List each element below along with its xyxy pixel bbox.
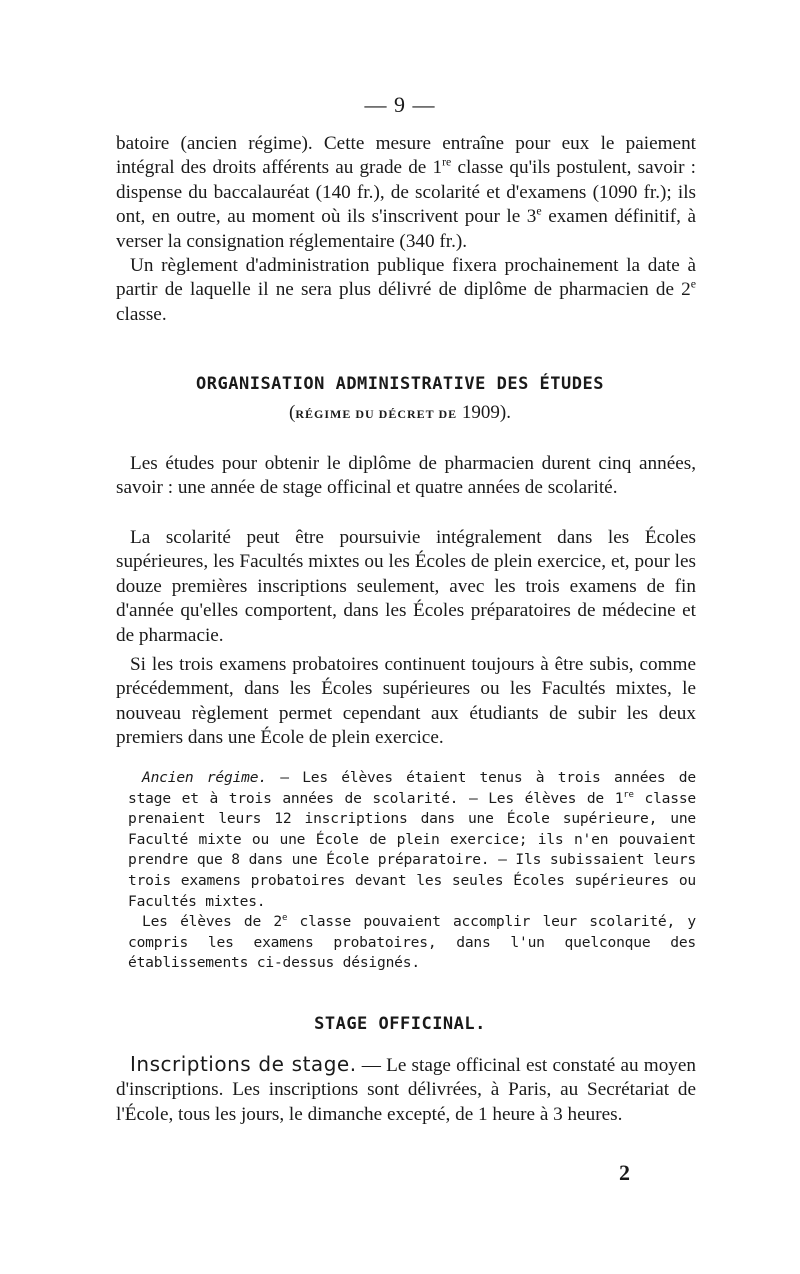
inscriptions-runin: Inscriptions de stage.	[130, 1052, 357, 1076]
para2-line: pharmacien de 2	[559, 279, 691, 301]
signature-mark: 2	[619, 1160, 630, 1185]
para2-line: Un règlement d'administration publique fixera prochainement la	[130, 255, 641, 276]
superscript: re	[623, 789, 634, 800]
intro-line: classe qu'ils postulent,	[451, 157, 632, 179]
superscript: e	[690, 277, 697, 292]
intro-line: intégral des droits afférents au grade de 1	[116, 157, 443, 179]
schooling-paragraph: La scolarité peut être poursuivie intégralement dans les Écoles supérieures, les Facultés mixtes ou les Écoles de plein exercice, et, pour les douze premières inscriptions seulement, avec les trois examens de fin d'année qu'elles comportent, dans les Écoles préparatoires de médecine et de pharmacie.	[116, 527, 696, 646]
superscript: re	[442, 155, 452, 170]
intro-line: examen définitif, à verser la consignation réglementaire (340 fr.).	[116, 206, 697, 252]
subheading-open: (	[289, 402, 296, 423]
studies-duration-paragraph: Les études pour obtenir le diplôme de pharmacien durent cinq années, savoir : une année de stage officinal et quatre années de scolarité.	[116, 453, 696, 499]
intro-line: batoire (ancien régime). Cette mesure entraîne pour eux le paiement	[116, 133, 696, 154]
intro-line: savoir : dispense du baccalauréat (140 fr.), de scolarité et d'examens	[116, 157, 696, 203]
superscript: e	[281, 913, 288, 924]
para2-line: classe.	[116, 303, 167, 325]
second-class-text-1: Les élèves de 2	[142, 913, 282, 930]
inscriptions-paragraph	[116, 1052, 696, 1127]
intro-line: 3	[526, 206, 537, 228]
section-heading-stage: STAGE OFFICINAL.	[314, 1014, 486, 1034]
page-number: — 9 —	[364, 92, 436, 117]
second-class-text-2: classe pouvaient accomplir leur scolarité, y compris les examens probatoires, dans l'un quelconque des établissements ci-dessus désignés.	[128, 913, 696, 972]
superscript: e	[536, 203, 542, 218]
old-regime-text-2: classe prenaient leurs 12 inscriptions dans une École supérieure, une Faculté mixte ou une École de plein exercice; ils n'en pouvaient prendre que 8 dans une École préparatoire. — Ils subissaient leurs trois examens probatoires devant les seules Écoles supérieures ou Facultés mixtes.	[128, 789, 696, 910]
section-subheading	[0, 402, 800, 424]
inscriptions-text: — Le stage officinal est constaté au moyen d'inscriptions. Les inscriptions sont délivrées, à Paris, au Secrétariat de l'École, tous les jours, le dimanche excepté, de 1 heure à 3 heures.	[116, 1055, 696, 1125]
regulation-paragraph	[116, 254, 696, 327]
intro-line: (1090 fr.); ils ont, en outre, au moment où ils s'inscrivent pour le	[116, 181, 697, 228]
old-regime-lead: Ancien régime.	[142, 769, 267, 786]
old-regime-note	[128, 768, 696, 912]
second-class-note	[128, 912, 696, 974]
old-regime-text-1: — Les élèves étaient tenus à trois années de stage et à trois années de scolarité. — Les élèves de 1	[128, 769, 696, 807]
exams-paragraph: Si les trois examens probatoires continuent toujours à être subis, comme précédemment, dans les Écoles supérieures ou les Facultés mixtes, le nouveau règlement permet cependant aux étudiants de subir les deux premiers dans une École de plein exercice.	[116, 654, 696, 749]
para2-line: date à partir de laquelle il ne sera plus délivré de diplôme de	[116, 255, 696, 301]
subheading-close: ).	[499, 402, 511, 423]
subheading-label: RÉGIME DU DÉCRET DE	[295, 407, 458, 421]
subheading-year: 1909	[461, 402, 500, 423]
section-heading-organisation: ORGANISATION ADMINISTRATIVE DES ÉTUDES	[196, 374, 604, 394]
intro-paragraph	[116, 132, 696, 254]
